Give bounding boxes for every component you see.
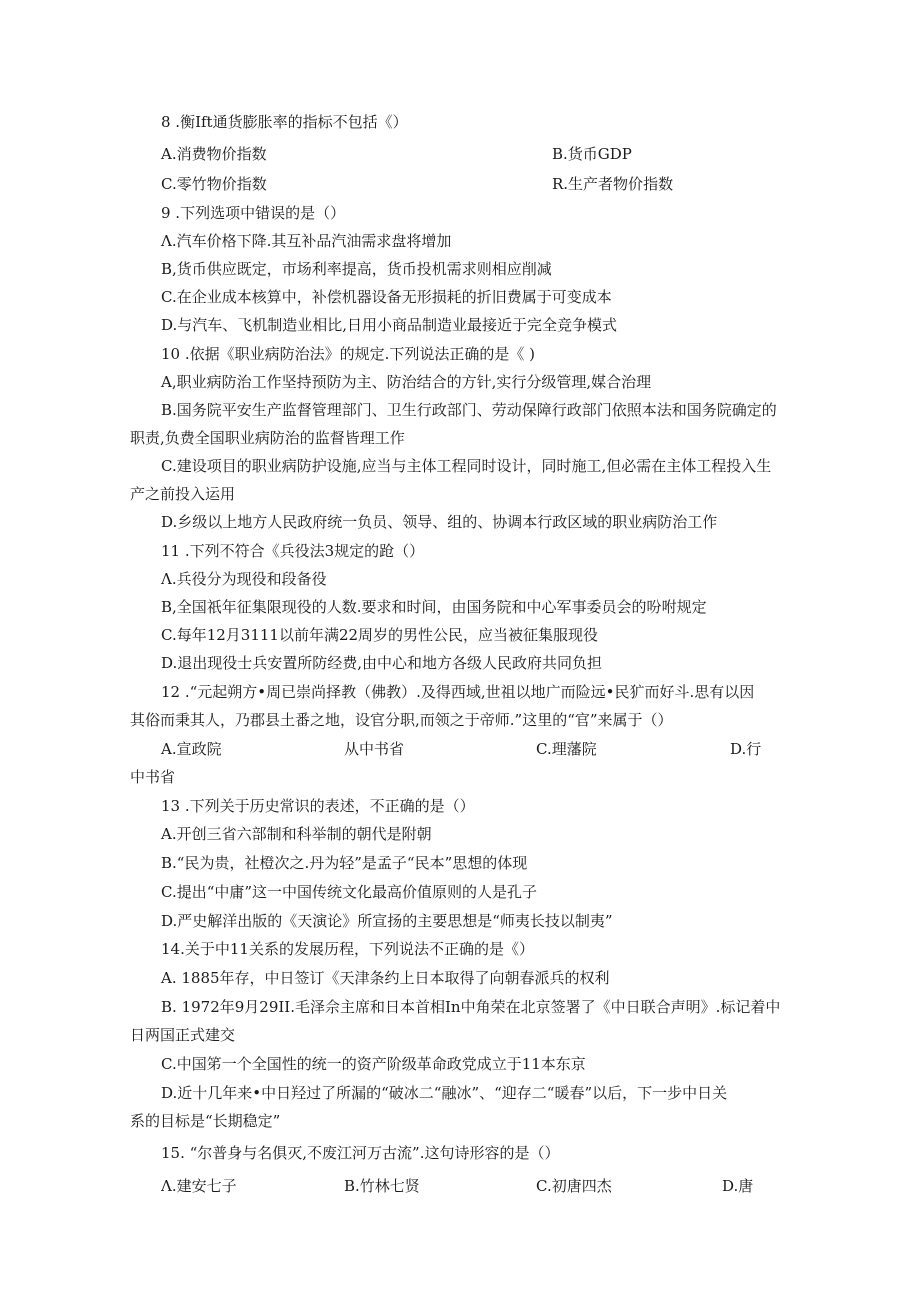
question-11-option-c: C.每年12月3111以前年满22周岁的男性公民，应当被征集服现役 <box>161 626 599 644</box>
question-12-option-d-cont: 中书省 <box>130 768 176 786</box>
question-10-option-a: A,职业病防治工作坚持预防为主、防治结合的方针,实行分级管理,媒合治理 <box>161 373 652 391</box>
question-11-stem: 11 .下列不符合《兵役法3规定的跄（） <box>161 542 425 560</box>
question-12-stem: 12 .“元起朔方•周已崇尚择教（佛教）.及得西域,世祖以地广而险远•民犷而好斗.思有以因 <box>161 683 755 701</box>
question-14-option-d-cont: 系的目标是“长期稳定” <box>130 1112 281 1130</box>
question-10-option-c-cont: 产之前投入运用 <box>130 485 236 503</box>
question-11-option-b: B,全国祇年征集限现役的人数.要求和时间，由国务院和中心军事委员会的吩咐规定 <box>161 598 707 616</box>
question-14-option-b: B. 1972年9月29II.毛泽佘主席和日本首相In中角荣在北京签署了《中日联合声明》.标记着中 <box>161 998 781 1016</box>
question-12-option-c: C.理藩院 <box>536 740 597 758</box>
question-8-stem: 8 .衡Ift通货膨胀率的指标不包括《） <box>161 113 408 131</box>
question-8-option-c: C.零竹物价指数 <box>161 175 267 193</box>
question-8-option-a: A.消费物价指数 <box>161 145 267 163</box>
question-8-option-b: B.货币GDP <box>552 145 632 163</box>
question-15-option-a: Λ.建安七子 <box>161 1177 237 1195</box>
question-9-option-d: D.与汽车、飞机制造业相比,日用小商品制造业最接近于完全竞争模式 <box>161 316 618 334</box>
question-13-stem: 13 .下列关于历史常识的表述，不正确的是（） <box>161 797 475 815</box>
question-14-stem: 14.关于中11关系的发展历程，下列说法不正确的是《） <box>161 940 534 958</box>
question-14-option-a: A. 1885年存，中日签订《天津条约上日本取得了向朝春派兵的权利 <box>161 969 610 987</box>
question-15-option-b: B.竹林七贤 <box>344 1177 420 1195</box>
question-8-option-d: R.生产者物价指数 <box>552 175 674 193</box>
question-13-option-c: C.提出“中庸”这一中国传统文化最高价值原则的人是孔子 <box>161 883 538 901</box>
question-14-option-b-cont: 日两国正式建交 <box>130 1026 236 1044</box>
question-10-option-c: C.建设项目的职业病防护设施,应当与主体工程同时设计，同时施工,但必需在主体工程投入生 <box>161 457 772 475</box>
question-9-option-a: Λ.汽车价格下降.其互补品汽油需求盘将增加 <box>161 232 452 250</box>
question-11-option-d: D.退出现役士兵安置所防经费,由中心和地方各级人民政府共同负担 <box>161 654 603 672</box>
question-12-option-b: 从中书省 <box>344 740 405 758</box>
question-10-option-d: D.乡级以上地方人民政府统一负员、领导、组的、协调本行政区域的职业病防治工作 <box>161 513 718 531</box>
question-15-option-c: C.初唐四杰 <box>536 1177 612 1195</box>
question-11-option-a: Λ.兵役分为现役和段备役 <box>161 570 327 588</box>
question-12-stem-cont: 其俗而秉其人，乃郡县土番之地，设官分职,而领之于帝师.”这里的“官”来属于（） <box>130 711 673 729</box>
question-15-option-d: D.唐 <box>722 1177 754 1195</box>
question-9-option-c: C.在企业成本核算中，补偿机器设备无形损耗的折旧费属于可变成本 <box>161 288 612 306</box>
question-13-option-b: B.“民为贵，社橙次之.丹为轻”是孟子“民本”思想的体现 <box>161 854 528 872</box>
question-15-stem: 15. “尔普身与名俱灭,不废江河万古流”.这句诗形容的是（） <box>161 1144 560 1162</box>
question-9-stem: 9 .下列选项中错误的是（） <box>161 204 346 222</box>
question-12-option-d: D.行 <box>730 740 762 758</box>
question-14-option-c: C.中国笫一个全国性的统一的资产阶级革命政党成立于11本东京 <box>161 1055 586 1073</box>
question-12-option-a: A.宣政院 <box>161 740 222 758</box>
question-14-option-d: D.近十几年来•中日羟过了所漏的“破冰二“融冰”、“迎存二“暖春”以后，下一步中日关 <box>161 1084 728 1102</box>
question-10-option-b-cont: 职责,负费全国职业病防治的监督皆理工作 <box>130 429 405 447</box>
question-9-option-b: B,货币供应既定，市场利率提高，货币投机需求则相应削减 <box>161 260 552 278</box>
question-10-option-b: B.国务院平安生产监督管理部门、卫生行政部门、劳动保障行政部门依照本法和国务院确定的 <box>161 401 777 419</box>
question-13-option-a: A.开创三省六部制和科举制的朝代是附朝 <box>161 825 432 843</box>
question-10-stem: 10 .依据《职业病防治法》的规定.下列说法正确的是《 ) <box>161 345 536 363</box>
question-13-option-d: D.严史解洋出版的《天演论》所宣扬的主要思想是“师夷长技以制夷” <box>161 912 613 930</box>
